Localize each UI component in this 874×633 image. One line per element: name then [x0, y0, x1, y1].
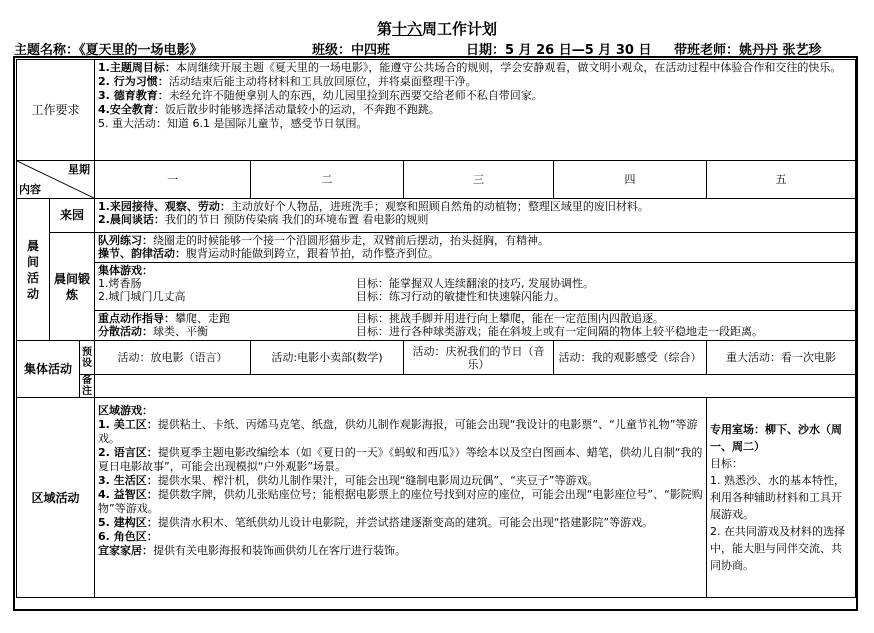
preset-label: 预设 [80, 341, 95, 375]
group-activity-label: 集体活动 [17, 341, 80, 398]
weekday-label: 星期 [68, 163, 91, 176]
group-games-row [17, 263, 856, 311]
class-name: 中四班 [351, 43, 391, 58]
weekday-content-corner [17, 161, 95, 199]
arrival-row [17, 199, 856, 233]
requirements-row [17, 60, 856, 161]
day-header-row [17, 161, 856, 199]
area-item: 2. 语言区：提供夏季主题电影改编绘本（如《夏日的一天》《蚂蚁和西瓜》）等绘本以及空白图画本、蜡笔，供幼儿自制“我的夏日电影故事”，可能会出现模拟“户外观影”场景。 [98, 446, 703, 473]
area-item: 1. 美工区：提供粘土、卡纸、丙烯马克笔、纸盘，供幼儿制作观影海报，可能会出现“我设计的电影票”、“儿童节礼物”等游戏。 [98, 418, 698, 445]
exercise-line: 队列练习：绕圈走的时候能够一个接一个沿圆形猫步走，双臂前后摆动，抬头挺胸，有精神。 [98, 234, 550, 247]
special-room-content [707, 398, 856, 598]
content-label: 内容 [19, 183, 41, 196]
class-label: 班级： [312, 43, 352, 58]
focus-content [95, 311, 856, 341]
title-week-number: 十六 [391, 20, 422, 38]
area-item: 6. 角色区： [98, 530, 158, 543]
arrival-line: 1.来园接待、观察、劳动：主动放好个人物品，进班洗手；观察和照顾自然角的动植物；整理区域里的废旧材料。 [98, 200, 649, 213]
requirement-item: 4.安全教育：饭后散步时能够选择活动量较小的运动，不奔跑不跑跳。 [98, 103, 440, 116]
note-label: 备注 [80, 375, 95, 398]
requirement-item: 3. 德育教育：未经允许不随便拿别人的东西，幼儿园里捡到东西要交给老师不私自带回家。 [98, 89, 543, 102]
title-prefix: 第 [376, 20, 392, 38]
requirements-label: 工作要求 [17, 60, 95, 161]
area-item: 3. 生活区：提供水果、榨汁机，供幼儿制作果汁，可能会出现“缝制电影周边玩偶”、“夹豆子”等游戏。 [98, 474, 599, 487]
date-label: 日期： [466, 43, 506, 58]
area-item: 5. 建构区：提供清水积木、笔纸供幼儿设计电影院，并尝试搭建逐渐变高的建筑。可能会出现“搭建影院”等游戏。 [98, 516, 654, 529]
exercise-label: 晨间锻炼 [50, 233, 95, 341]
focus-row [17, 311, 856, 341]
group-activity-monday: 活动：放电影（语言） [95, 341, 251, 375]
area-activity-row [17, 398, 856, 598]
area-activity-label: 区域活动 [17, 398, 95, 598]
special-room-goal-label: 目标： [710, 457, 744, 470]
requirement-item: 1.主题周目标：本周继续开展主题《夏天里的一场电影》，能遵守公共场合的规则，学会安静观看，做文明小观众，在活动过程中体验合作和交往的快乐。 [98, 61, 842, 74]
game-item: 2.城门城门几丈高 目标：练习行动的敏捷性和快速躲闪能力。 [98, 290, 566, 303]
group-games-heading: 集体游戏： [98, 264, 154, 277]
special-room-goal: 2. 在共同游戏及材料的选择中，能大胆与同伴交流、共同协商。 [710, 525, 846, 572]
special-room-heading: 专用室场：柳下、沙水（周一、周二） [710, 423, 843, 453]
teacher-label: 带班老师： [674, 43, 740, 58]
group-activity-preset-row [17, 341, 856, 375]
requirements-content [95, 60, 856, 161]
exercise-row [17, 233, 856, 263]
game-item: 1.烤香肠 目标：能掌握双人连续翻滚的技巧, 发展协调性。 [98, 277, 595, 290]
theme-name: 《夏天里的一场电影》 [79, 43, 203, 58]
exercise-line: 操节、韵律活动：腹背运动时能做到跨立，跟着节拍，动作整齐到位。 [98, 247, 440, 260]
day-monday: 一 [95, 161, 251, 199]
group-activity-note-row [17, 375, 856, 398]
requirement-item: 2. 行为习惯：活动结束后能主动将材料和工具放回原位，并将桌面整理干净。 [98, 75, 477, 88]
note-content [95, 375, 856, 398]
group-activity-thursday: 活动：我的观影感受（综合） [554, 341, 707, 375]
arrival-content [95, 199, 856, 233]
title-suffix: 周工作计划 [422, 20, 498, 38]
special-room-goal: 1. 熟悉沙、水的基本特性，利用各种辅助材料和工具开展游戏。 [710, 474, 846, 521]
area-games-heading: 区域游戏： [98, 404, 154, 417]
group-activity-friday: 重大活动：看一次电影 [707, 341, 856, 375]
date-range: 5 月 26 日—5 月 30 日 [505, 43, 652, 58]
arrival-label: 来园 [50, 199, 95, 233]
day-thursday: 四 [554, 161, 707, 199]
group-games-content [95, 263, 856, 311]
arrival-line: 2.晨间谈话：我们的节日 预防传染病 我们的环境布置 看电影的规则 [98, 213, 429, 226]
area-item: 宜家家居：提供有关电影海报和装饰画供幼儿在客厅进行装饰。 [98, 544, 407, 557]
day-wednesday: 三 [404, 161, 554, 199]
group-activity-tuesday: 活动:电影小卖部(数学) [251, 341, 404, 375]
plan-table [16, 59, 856, 598]
day-friday: 五 [707, 161, 856, 199]
focus-item: 重点动作指导：攀爬、走跑 目标：挑战手脚并用进行向上攀爬，能在一定范围内四散追逐。 [98, 312, 665, 325]
area-item: 4. 益智区：提供数字牌，供幼儿张贴座位号；能根据电影票上的座位号找到对应的座位，可能会出现“电影座位号”、“影院购物”等游戏。 [98, 488, 703, 515]
exercise-content [95, 233, 856, 263]
focus-item: 分散活动：球类、平衡 目标：进行各种球类游戏；能在斜坡上或有一定间隔的物体上较平稳地走一段距离。 [98, 325, 764, 338]
area-games-content [95, 398, 707, 598]
requirement-item: 5. 重大活动：知道 6.1 是国际儿童节，感受节日氛围。 [98, 117, 368, 130]
group-activity-wednesday: 活动：庆祝我们的节日（音乐） [404, 341, 554, 375]
theme-label: 主题名称： [14, 43, 80, 58]
morning-activities-label: 晨间活动 [17, 199, 50, 341]
teacher-names: 姚丹丹 张艺珍 [739, 43, 822, 58]
page-title [0, 18, 874, 39]
day-tuesday: 二 [251, 161, 404, 199]
